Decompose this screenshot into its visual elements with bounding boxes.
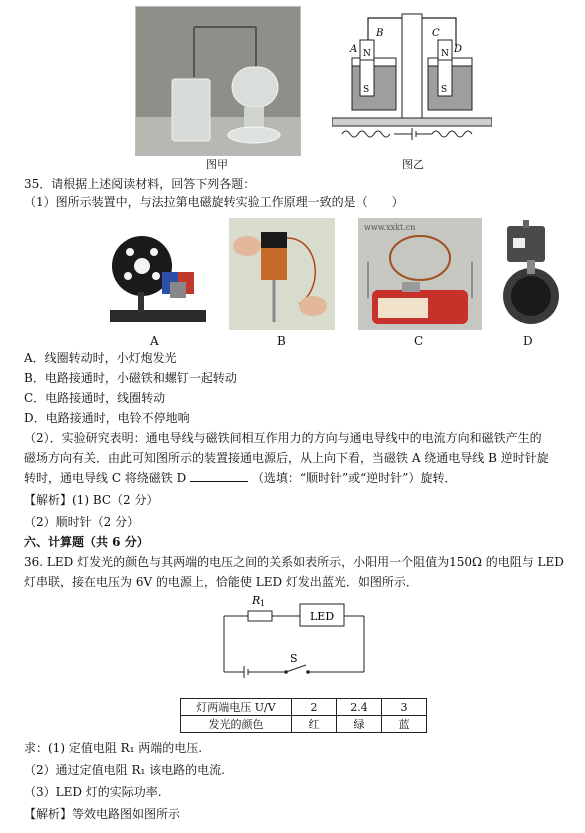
q35-part2-line3 bbox=[24, 470, 456, 486]
label-n2: N bbox=[441, 49, 449, 59]
q36-line2: 灯串联，接在电压为 6V 的电源上，恰能使 LED 灯发出蓝光．如图所示． bbox=[24, 575, 418, 589]
option-image-c bbox=[358, 218, 482, 330]
q35-part2-line3a: 转时，通电导线 C 将绕磁铁 D bbox=[24, 471, 187, 485]
ask-1: 求：(1) 定值电阻 R₁ 两端的电压. bbox=[24, 741, 203, 755]
figure-jia-image bbox=[136, 7, 300, 155]
table-row bbox=[181, 716, 427, 733]
figure-jia-caption: 图甲 bbox=[206, 158, 228, 171]
section6-heading: 六、计算题（共 6 分） bbox=[24, 535, 149, 549]
label-s1: S bbox=[363, 85, 370, 95]
table-cell: 2.4 bbox=[337, 699, 382, 716]
figure-yi-caption: 图乙 bbox=[402, 158, 424, 171]
q35-part1: （1）图所示装置中，与法拉第电磁旋转实验工作原理一致的是（ ） bbox=[24, 195, 404, 209]
option-image-a bbox=[104, 222, 208, 328]
table-cell: 红 bbox=[292, 716, 337, 733]
q35-part2-line3b: （选填：“顺时针”或“逆时针”）旋转． bbox=[251, 471, 457, 485]
table-head-voltage: 灯两端电压 U/V bbox=[181, 699, 292, 716]
option-b: B．电路接通时，小磁铁和螺钉一起转动 bbox=[24, 371, 237, 385]
table-head-color: 发光的颜色 bbox=[181, 716, 292, 733]
figure-jia-photo bbox=[135, 6, 301, 156]
ask-3: （3）LED 灯的实际功率. bbox=[24, 785, 162, 799]
q36-line1: 36. LED 灯发光的颜色与其两端的电压之间的关系如表所示，小阳用一个阻值为150Ω 的电阻与 LED bbox=[24, 555, 564, 569]
option-c: C．电路接通时，线圈转动 bbox=[24, 391, 166, 405]
label-n1: N bbox=[363, 49, 371, 59]
option-image-d bbox=[497, 220, 561, 330]
option-a: A．线圈转动时，小灯炮发光 bbox=[24, 351, 177, 365]
option-image-b bbox=[229, 218, 335, 330]
image-letter-c: C bbox=[414, 334, 424, 348]
voltage-color-table bbox=[180, 698, 427, 733]
switch-label: S bbox=[290, 652, 298, 665]
q35-part2-line2: 磁场方向有关．由此可知图所示的装置接通电源后，从上向下看，当磁铁 A 绕通电导线 B 逆时针旋 bbox=[24, 451, 549, 465]
image-letter-a: A bbox=[150, 334, 159, 348]
label-c: C bbox=[432, 28, 440, 39]
watermark: www.xxkt.cn bbox=[364, 223, 416, 232]
image-letter-d: D bbox=[523, 334, 533, 348]
r1-label: R bbox=[252, 594, 261, 607]
label-d: D bbox=[454, 44, 463, 55]
led-label: LED bbox=[310, 610, 335, 623]
label-s2: S bbox=[441, 85, 448, 95]
figure-yi-diagram bbox=[332, 6, 492, 154]
q35-stem: 35．请根据上述阅读材料，回答下列各题： bbox=[24, 177, 256, 191]
table-cell: 蓝 bbox=[382, 716, 427, 733]
label-a: A bbox=[350, 44, 358, 55]
circuit-diagram bbox=[214, 592, 374, 684]
table-cell: 3 bbox=[382, 699, 427, 716]
q36-analysis: 【解析】等效电路图如图所示 bbox=[24, 807, 181, 821]
q35-analysis1: 【解析】(1) BC（2 分） bbox=[24, 493, 159, 507]
answer-blank[interactable] bbox=[190, 470, 248, 482]
q35-part2-line1: （2）．实验研究表明：通电导线与磁铁间相互作用力的方向与通电导线中的电流方向和磁铁产生的 bbox=[24, 431, 542, 445]
image-letter-b: B bbox=[277, 334, 286, 348]
table-cell: 2 bbox=[292, 699, 337, 716]
label-b: B bbox=[376, 28, 384, 39]
table-cell: 绿 bbox=[337, 716, 382, 733]
option-d: D．电路接通时，电铃不停地响 bbox=[24, 411, 190, 425]
q35-analysis2: （2）顺时针（2 分） bbox=[24, 515, 140, 529]
r1-subscript: 1 bbox=[260, 599, 266, 608]
ask-2: （2）通过定值电阻 R₁ 该电路的电流. bbox=[24, 763, 225, 777]
table-row bbox=[181, 699, 427, 716]
